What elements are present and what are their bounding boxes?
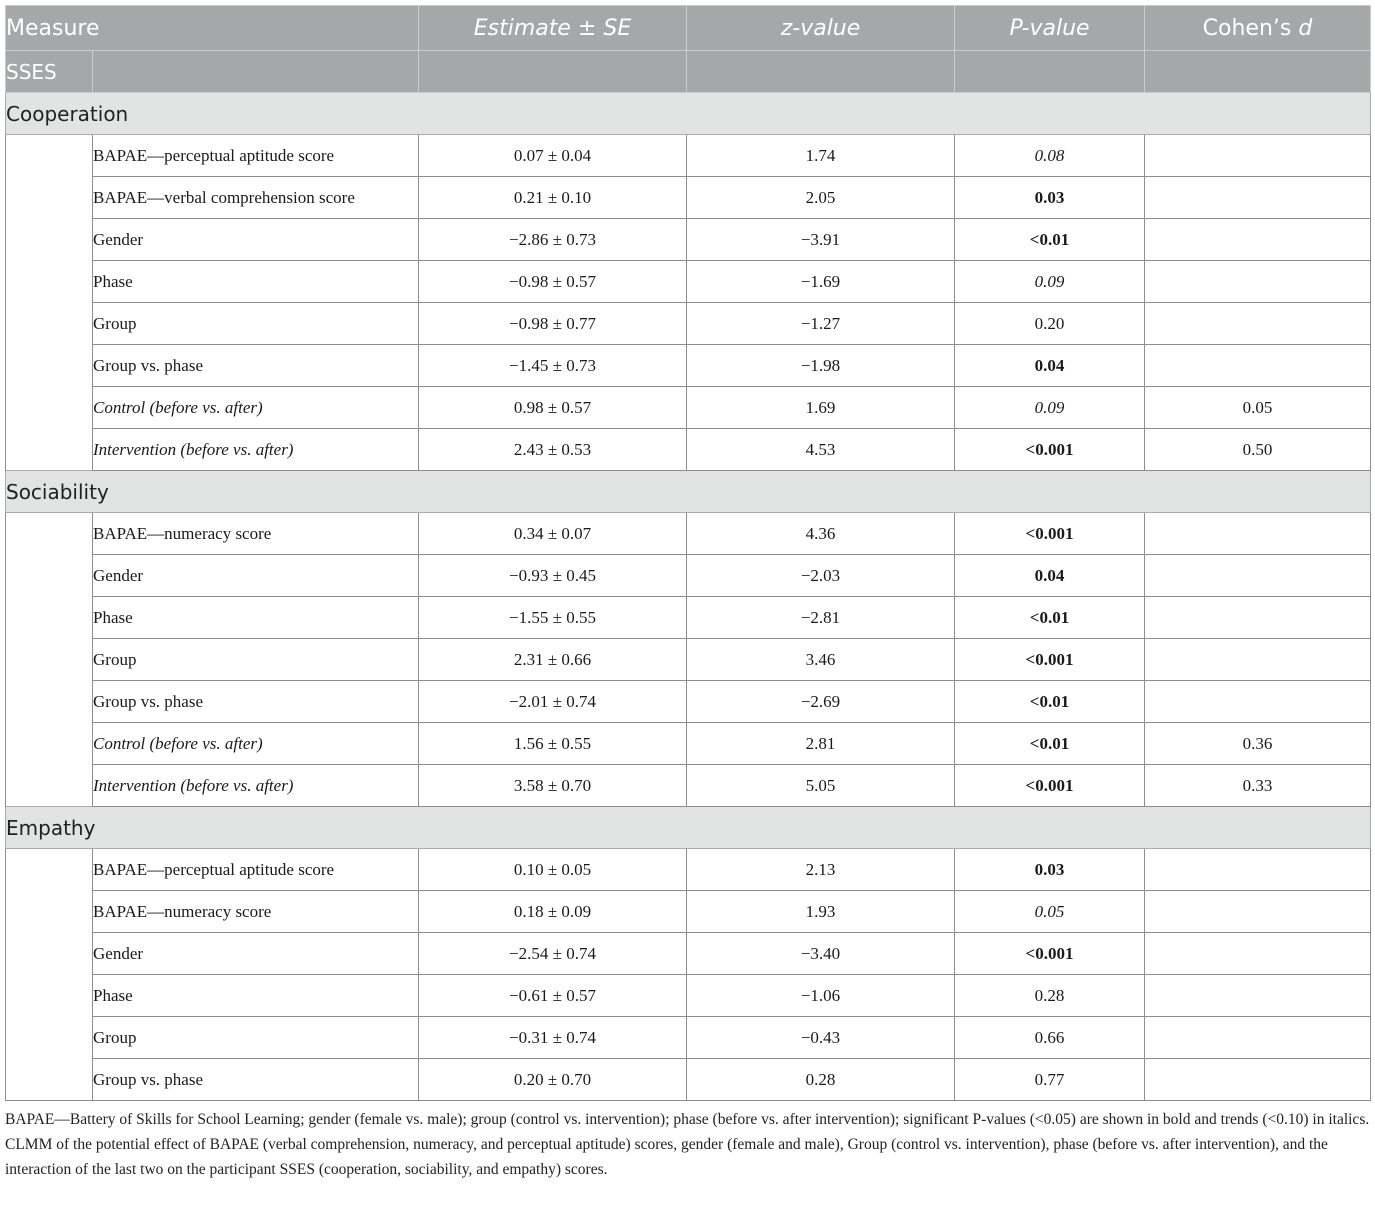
cohens-d-cell <box>1145 177 1371 219</box>
p-value-cell: 0.28 <box>955 975 1145 1017</box>
table-row <box>6 429 1371 471</box>
indent-cell <box>6 975 93 1017</box>
estimate-cell: 0.20 ± 0.70 <box>419 1059 687 1101</box>
row-label: Group <box>93 639 419 681</box>
row-label: Intervention (before vs. after) <box>93 429 419 471</box>
section-title: Empathy <box>6 807 1371 849</box>
row-label: Phase <box>93 261 419 303</box>
z-value-cell: −0.43 <box>687 1017 955 1059</box>
z-value-cell: 0.28 <box>687 1059 955 1101</box>
row-label: BAPAE—numeracy score <box>93 513 419 555</box>
row-label: Gender <box>93 555 419 597</box>
z-value-cell: 3.46 <box>687 639 955 681</box>
p-value-cell: 0.04 <box>955 345 1145 387</box>
row-label: BAPAE—numeracy score <box>93 891 419 933</box>
table-row <box>6 723 1371 765</box>
indent-cell <box>6 765 93 807</box>
estimate-cell: −0.31 ± 0.74 <box>419 1017 687 1059</box>
section-title: Sociability <box>6 471 1371 513</box>
z-value-cell: −2.81 <box>687 597 955 639</box>
p-value-cell: <0.01 <box>955 219 1145 261</box>
table-header-row <box>6 6 1371 51</box>
cohens-d-cell <box>1145 513 1371 555</box>
estimate-cell: −0.98 ± 0.57 <box>419 261 687 303</box>
indent-cell <box>6 723 93 765</box>
header-estimate: Estimate ± SE <box>419 6 687 51</box>
table-row <box>6 177 1371 219</box>
row-label: Gender <box>93 933 419 975</box>
indent-cell <box>6 681 93 723</box>
p-value-cell: <0.001 <box>955 513 1145 555</box>
estimate-cell: 0.10 ± 0.05 <box>419 849 687 891</box>
z-value-cell: 4.53 <box>687 429 955 471</box>
table-row <box>6 303 1371 345</box>
row-label: Control (before vs. after) <box>93 723 419 765</box>
indent-cell <box>6 597 93 639</box>
cohens-d-cell <box>1145 135 1371 177</box>
indent-cell <box>6 1059 93 1101</box>
table-row <box>6 555 1371 597</box>
z-value-cell: 2.81 <box>687 723 955 765</box>
results-table <box>5 5 1371 1101</box>
header-sses: SSES <box>6 51 93 93</box>
cohens-d-cell <box>1145 219 1371 261</box>
table-row <box>6 975 1371 1017</box>
indent-cell <box>6 849 93 891</box>
cohens-d-cell <box>1145 639 1371 681</box>
z-value-cell: −3.40 <box>687 933 955 975</box>
cohens-d-cell: 0.50 <box>1145 429 1371 471</box>
indent-cell <box>6 303 93 345</box>
subheader-empty <box>687 51 955 93</box>
row-label: Group vs. phase <box>93 681 419 723</box>
cohens-d-cell <box>1145 261 1371 303</box>
table-subheader-row <box>6 51 1371 93</box>
p-value-cell: 0.05 <box>955 891 1145 933</box>
p-value-cell: 0.04 <box>955 555 1145 597</box>
indent-cell <box>6 1017 93 1059</box>
row-label: Group <box>93 1017 419 1059</box>
z-value-cell: −1.27 <box>687 303 955 345</box>
p-value-cell: 0.03 <box>955 849 1145 891</box>
z-value-cell: −3.91 <box>687 219 955 261</box>
indent-cell <box>6 387 93 429</box>
table-row <box>6 345 1371 387</box>
indent-cell <box>6 177 93 219</box>
table-footnotes <box>5 1107 1370 1182</box>
subheader-empty <box>93 51 419 93</box>
table-row <box>6 597 1371 639</box>
table-row <box>6 261 1371 303</box>
p-value-cell: <0.001 <box>955 429 1145 471</box>
cohens-d-cell <box>1145 849 1371 891</box>
z-value-cell: −1.98 <box>687 345 955 387</box>
header-z-value: z-value <box>687 6 955 51</box>
p-value-cell: <0.01 <box>955 681 1145 723</box>
cohens-d-cell: 0.05 <box>1145 387 1371 429</box>
indent-cell <box>6 639 93 681</box>
p-value-cell: <0.001 <box>955 639 1145 681</box>
indent-cell <box>6 513 93 555</box>
cohens-d-cell: 0.36 <box>1145 723 1371 765</box>
cohens-d-cell <box>1145 1059 1371 1101</box>
estimate-cell: −0.61 ± 0.57 <box>419 975 687 1017</box>
section-row-cooperation <box>6 93 1371 135</box>
z-value-cell: 2.13 <box>687 849 955 891</box>
table-row <box>6 219 1371 261</box>
table-row <box>6 387 1371 429</box>
table-row <box>6 135 1371 177</box>
p-value-cell: <0.001 <box>955 765 1145 807</box>
estimate-cell: 1.56 ± 0.55 <box>419 723 687 765</box>
z-value-cell: 2.05 <box>687 177 955 219</box>
cohens-d-cell <box>1145 345 1371 387</box>
z-value-cell: 4.36 <box>687 513 955 555</box>
section-row-empathy <box>6 807 1371 849</box>
estimate-cell: 2.31 ± 0.66 <box>419 639 687 681</box>
z-value-cell: −2.69 <box>687 681 955 723</box>
header-cohens-d <box>1145 6 1371 51</box>
estimate-cell: −2.01 ± 0.74 <box>419 681 687 723</box>
header-measure: Measure <box>6 6 419 51</box>
estimate-cell: 0.34 ± 0.07 <box>419 513 687 555</box>
table-row <box>6 849 1371 891</box>
estimate-cell: −0.98 ± 0.77 <box>419 303 687 345</box>
p-value-cell: 0.09 <box>955 387 1145 429</box>
estimate-cell: 0.98 ± 0.57 <box>419 387 687 429</box>
row-label: BAPAE—verbal comprehension score <box>93 177 419 219</box>
table-row <box>6 891 1371 933</box>
section-row-sociability <box>6 471 1371 513</box>
row-label: BAPAE—perceptual aptitude score <box>93 849 419 891</box>
row-label: Gender <box>93 219 419 261</box>
table-row <box>6 1059 1371 1101</box>
indent-cell <box>6 261 93 303</box>
estimate-cell: 0.18 ± 0.09 <box>419 891 687 933</box>
z-value-cell: −2.03 <box>687 555 955 597</box>
p-value-cell: <0.001 <box>955 933 1145 975</box>
cohens-d-cell <box>1145 933 1371 975</box>
estimate-cell: −1.45 ± 0.73 <box>419 345 687 387</box>
cohens-d-cell <box>1145 303 1371 345</box>
z-value-cell: 5.05 <box>687 765 955 807</box>
cohens-d-cell <box>1145 891 1371 933</box>
indent-cell <box>6 555 93 597</box>
p-value-cell: <0.01 <box>955 597 1145 639</box>
estimate-cell: 3.58 ± 0.70 <box>419 765 687 807</box>
p-value-cell: 0.03 <box>955 177 1145 219</box>
z-value-cell: −1.69 <box>687 261 955 303</box>
header-p-value: P-value <box>955 6 1145 51</box>
row-label: Control (before vs. after) <box>93 387 419 429</box>
table-body <box>6 93 1371 1101</box>
estimate-cell: 0.07 ± 0.04 <box>419 135 687 177</box>
row-label: Group vs. phase <box>93 1059 419 1101</box>
z-value-cell: 1.93 <box>687 891 955 933</box>
z-value-cell: −1.06 <box>687 975 955 1017</box>
estimate-cell: −1.55 ± 0.55 <box>419 597 687 639</box>
row-label: Phase <box>93 597 419 639</box>
p-value-cell: 0.09 <box>955 261 1145 303</box>
p-value-cell: 0.77 <box>955 1059 1145 1101</box>
row-label: Phase <box>93 975 419 1017</box>
estimate-cell: −2.54 ± 0.74 <box>419 933 687 975</box>
cohens-d-cell <box>1145 1017 1371 1059</box>
z-value-cell: 1.69 <box>687 387 955 429</box>
table-row <box>6 681 1371 723</box>
indent-cell <box>6 891 93 933</box>
table-row <box>6 639 1371 681</box>
indent-cell <box>6 135 93 177</box>
section-title: Cooperation <box>6 93 1371 135</box>
table-row <box>6 933 1371 975</box>
p-value-cell: 0.08 <box>955 135 1145 177</box>
cohens-d-cell <box>1145 597 1371 639</box>
p-value-cell: <0.01 <box>955 723 1145 765</box>
subheader-empty <box>1145 51 1371 93</box>
estimate-cell: 2.43 ± 0.53 <box>419 429 687 471</box>
table-row <box>6 1017 1371 1059</box>
p-value-cell: 0.66 <box>955 1017 1145 1059</box>
indent-cell <box>6 219 93 261</box>
cohens-d-cell <box>1145 681 1371 723</box>
estimate-cell: −0.93 ± 0.45 <box>419 555 687 597</box>
cohens-d-cell: 0.33 <box>1145 765 1371 807</box>
estimate-cell: −2.86 ± 0.73 <box>419 219 687 261</box>
z-value-cell: 1.74 <box>687 135 955 177</box>
cohens-d-cell <box>1145 555 1371 597</box>
subheader-empty <box>955 51 1145 93</box>
estimate-cell: 0.21 ± 0.10 <box>419 177 687 219</box>
indent-cell <box>6 345 93 387</box>
table-row <box>6 513 1371 555</box>
row-label: BAPAE—perceptual aptitude score <box>93 135 419 177</box>
cohens-d-cell <box>1145 975 1371 1017</box>
row-label: Group <box>93 303 419 345</box>
indent-cell <box>6 429 93 471</box>
footnote-abbreviations: BAPAE—Battery of Skills for School Learning; gender (female vs. male); group (control vs. intervention); phase (before vs. after intervention); significant P-values (<0.05) are shown in bold and trends (<0.10) in italics. <box>5 1111 1370 1128</box>
row-label: Group vs. phase <box>93 345 419 387</box>
table-row <box>6 765 1371 807</box>
indent-cell <box>6 933 93 975</box>
subheader-empty <box>419 51 687 93</box>
row-label: Intervention (before vs. after) <box>93 765 419 807</box>
footnote-model-description: CLMM of the potential effect of BAPAE (verbal comprehension, numeracy, and perceptual aptitude) scores, gender (female and male), Group (control vs. intervention), phase (before vs. after intervention), and the interaction of the last two on the participant SSES (cooperation, sociability, and empathy) scores. <box>5 1136 1328 1178</box>
header-cohens-d-text: Cohen’s d <box>1202 15 1313 41</box>
p-value-cell: 0.20 <box>955 303 1145 345</box>
